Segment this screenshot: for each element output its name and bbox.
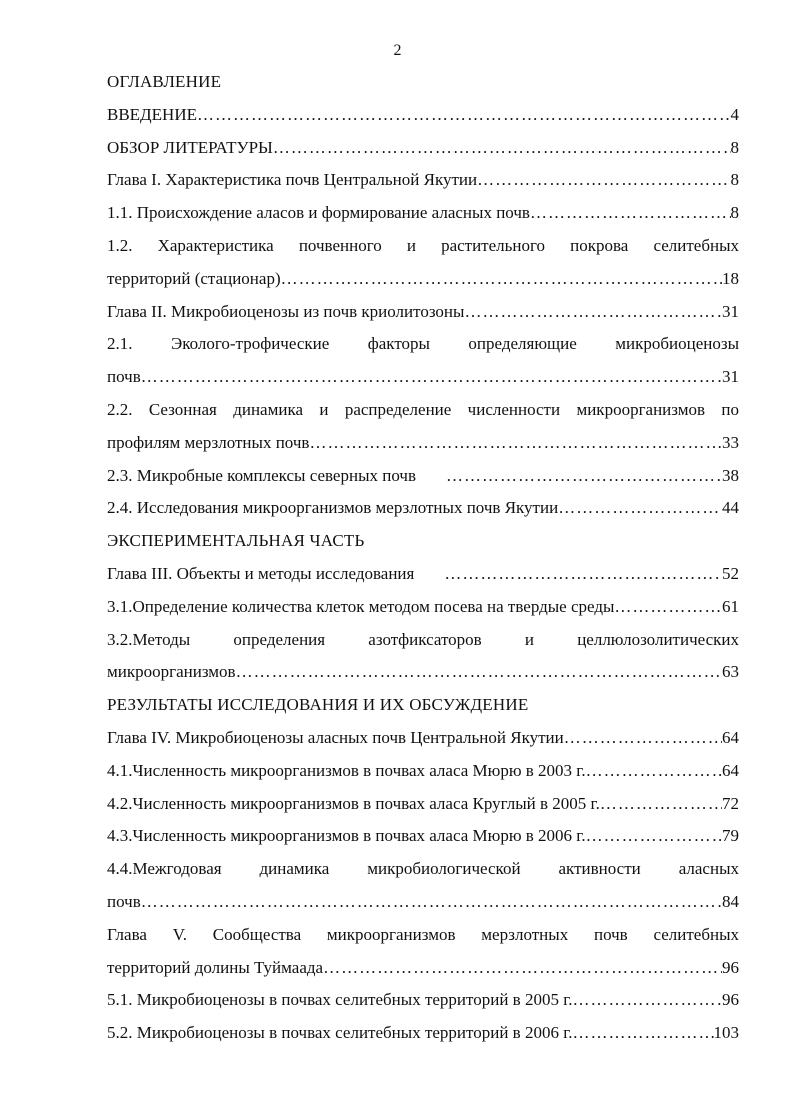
toc-entry-page: 79 (722, 826, 739, 846)
toc-entry-text: ВВЕДЕНИЕ (107, 104, 197, 124)
toc-entry-text: Глава III. Объекты и методы исследования (107, 563, 415, 583)
toc-entry-text: 5.2. Микробиоценозы в почвах селитебных территорий в 2006 г. (107, 1023, 573, 1043)
toc-entry-chapter-3 (107, 558, 739, 591)
leader-dots (558, 492, 722, 525)
toc-entry-chapter-1 (107, 164, 739, 197)
toc-title: ОГЛАВЛЕНИЕ (107, 72, 222, 91)
table-of-contents (107, 66, 739, 1050)
toc-part-experimental: ЭКСПЕРИМЕНТАЛЬНАЯ ЧАСТЬ (107, 531, 365, 551)
toc-entry-text: Глава II. Микробиоценозы из почв криолитозоны (107, 301, 465, 321)
leader-dots (141, 886, 722, 919)
leader-dots (236, 656, 722, 689)
leader-dots (614, 591, 722, 624)
toc-entry-section-4-4 (107, 886, 739, 919)
toc-entry-section-2-1-line1: 2.1. Эколого-трофические факторы определяющие микробиоценозы (107, 334, 739, 354)
toc-entry-section-2-4 (107, 492, 739, 525)
leader-dots (444, 558, 722, 591)
toc-entry-text: 4.2.Численность микроорганизмов в почвах аласа Круглый в 2005 г. (107, 793, 600, 813)
toc-entry-section-4-4-line1: 4.4.Межгодовая динамика микробиологической активности аласных (107, 859, 739, 879)
toc-entry-text: почв (107, 891, 141, 911)
toc-entry-page: 8 (730, 203, 739, 223)
leader-dots (600, 788, 722, 821)
toc-entry-section-1-2-line1: 1.2. Характеристика почвенного и растительного покрова селитебных (107, 235, 739, 255)
leader-dots (273, 132, 731, 165)
leader-dots (573, 984, 722, 1017)
toc-entry-section-1-2 (107, 263, 739, 296)
toc-entry-text: территорий долины Туймаада (107, 957, 324, 977)
toc-entry-text: территорий (стационар) (107, 268, 281, 288)
toc-entry-section-3-2 (107, 656, 739, 689)
toc-entry-page: 64 (722, 760, 739, 780)
leader-dots (197, 99, 731, 132)
toc-entry-text: профилям мерзлотных почв (107, 432, 310, 452)
toc-entry-chapter-5-line1: Глава V. Сообщества микроорганизмов мерзлотных почв селитебных (107, 924, 739, 944)
page-number: 2 (393, 42, 402, 59)
leader-dots (586, 755, 722, 788)
toc-entry-page: 61 (722, 596, 739, 616)
toc-entry-section-4-1 (107, 755, 739, 788)
toc-entry-page: 96 (722, 957, 739, 977)
toc-entry-text: 1.1. Происхождение аласов и формирование аласных почв (107, 203, 530, 223)
toc-entry-section-2-2 (107, 427, 739, 460)
toc-entry-page: 63 (722, 662, 739, 682)
leader-dots (586, 820, 722, 853)
toc-entry-page: 38 (722, 465, 739, 485)
toc-entry-literature-review (107, 132, 739, 165)
toc-entry-text: 2.4. Исследования микроорганизмов мерзлотных почв Якутии (107, 498, 559, 518)
toc-entry-page: 52 (722, 563, 739, 583)
toc-entry-text: почв (107, 367, 141, 387)
toc-entry-section-2-1 (107, 361, 739, 394)
leader-dots (464, 296, 722, 329)
toc-entry-page: 8 (730, 170, 739, 190)
toc-entry-section-2-3 (107, 460, 739, 493)
toc-entry-text: 2.3. Микробные комплексы северных почв (107, 465, 416, 485)
leader-dots (309, 427, 722, 460)
toc-entry-introduction (107, 99, 739, 132)
toc-entry-page: 18 (722, 268, 739, 288)
toc-entry-section-2-2-line1: 2.2. Сезонная динамика и распределение численности микроорганизмов по (107, 399, 739, 419)
toc-entry-section-3-1 (107, 591, 739, 624)
toc-entry-text: 3.1.Определение количества клеток методом посева на твердые среды (107, 596, 615, 616)
toc-entry-page: 31 (722, 301, 739, 321)
toc-entry-text: 4.3.Численность микроорганизмов в почвах аласа Мюрю в 2006 г. (107, 826, 586, 846)
toc-entry-text: 5.1. Микробиоценозы в почвах селитебных территорий в 2005 г. (107, 990, 573, 1010)
leader-dots (446, 460, 722, 493)
toc-entry-text: 4.1.Численность микроорганизмов в почвах аласа Мюрю в 2003 г. (107, 760, 586, 780)
toc-part-results: РЕЗУЛЬТАТЫ ИССЛЕДОВАНИЯ И ИХ ОБСУЖДЕНИЕ (107, 695, 529, 715)
toc-entry-page: 64 (722, 727, 739, 747)
toc-entry-section-4-3 (107, 820, 739, 853)
toc-entry-text: микроорганизмов (107, 662, 236, 682)
toc-entry-page: 103 (713, 1023, 739, 1043)
toc-entry-section-4-2 (107, 788, 739, 821)
leader-dots (573, 1017, 714, 1050)
leader-dots (477, 164, 730, 197)
toc-entry-text: ОБЗОР ЛИТЕРАТУРЫ (107, 137, 273, 157)
toc-entry-page: 31 (722, 367, 739, 387)
toc-entry-page: 8 (730, 137, 739, 157)
toc-entry-chapter-5 (107, 952, 739, 985)
toc-entry-page: 96 (722, 990, 739, 1010)
toc-entry-section-1-1 (107, 197, 739, 230)
toc-entry-page: 4 (730, 104, 739, 124)
toc-entry-text: Глава IV. Микробиоценозы аласных почв Центральной Якутии (107, 727, 564, 747)
toc-entry-page: 84 (722, 891, 739, 911)
toc-entry-chapter-4 (107, 722, 739, 755)
toc-entry-section-3-2-line1: 3.2.Методы определения азотфиксаторов и целлюлозолитических (107, 629, 739, 649)
toc-entry-text: Глава I. Характеристика почв Центральной Якутии (107, 170, 478, 190)
toc-entry-page: 72 (722, 793, 739, 813)
toc-entry-chapter-2 (107, 296, 739, 329)
leader-dots (281, 263, 722, 296)
leader-dots (564, 722, 722, 755)
toc-entry-page: 33 (722, 432, 739, 452)
toc-entry-section-5-2 (107, 1017, 739, 1050)
leader-dots (530, 197, 731, 230)
toc-entry-page: 44 (722, 498, 739, 518)
leader-dots (141, 361, 722, 394)
leader-dots (323, 952, 722, 985)
toc-entry-section-5-1 (107, 984, 739, 1017)
